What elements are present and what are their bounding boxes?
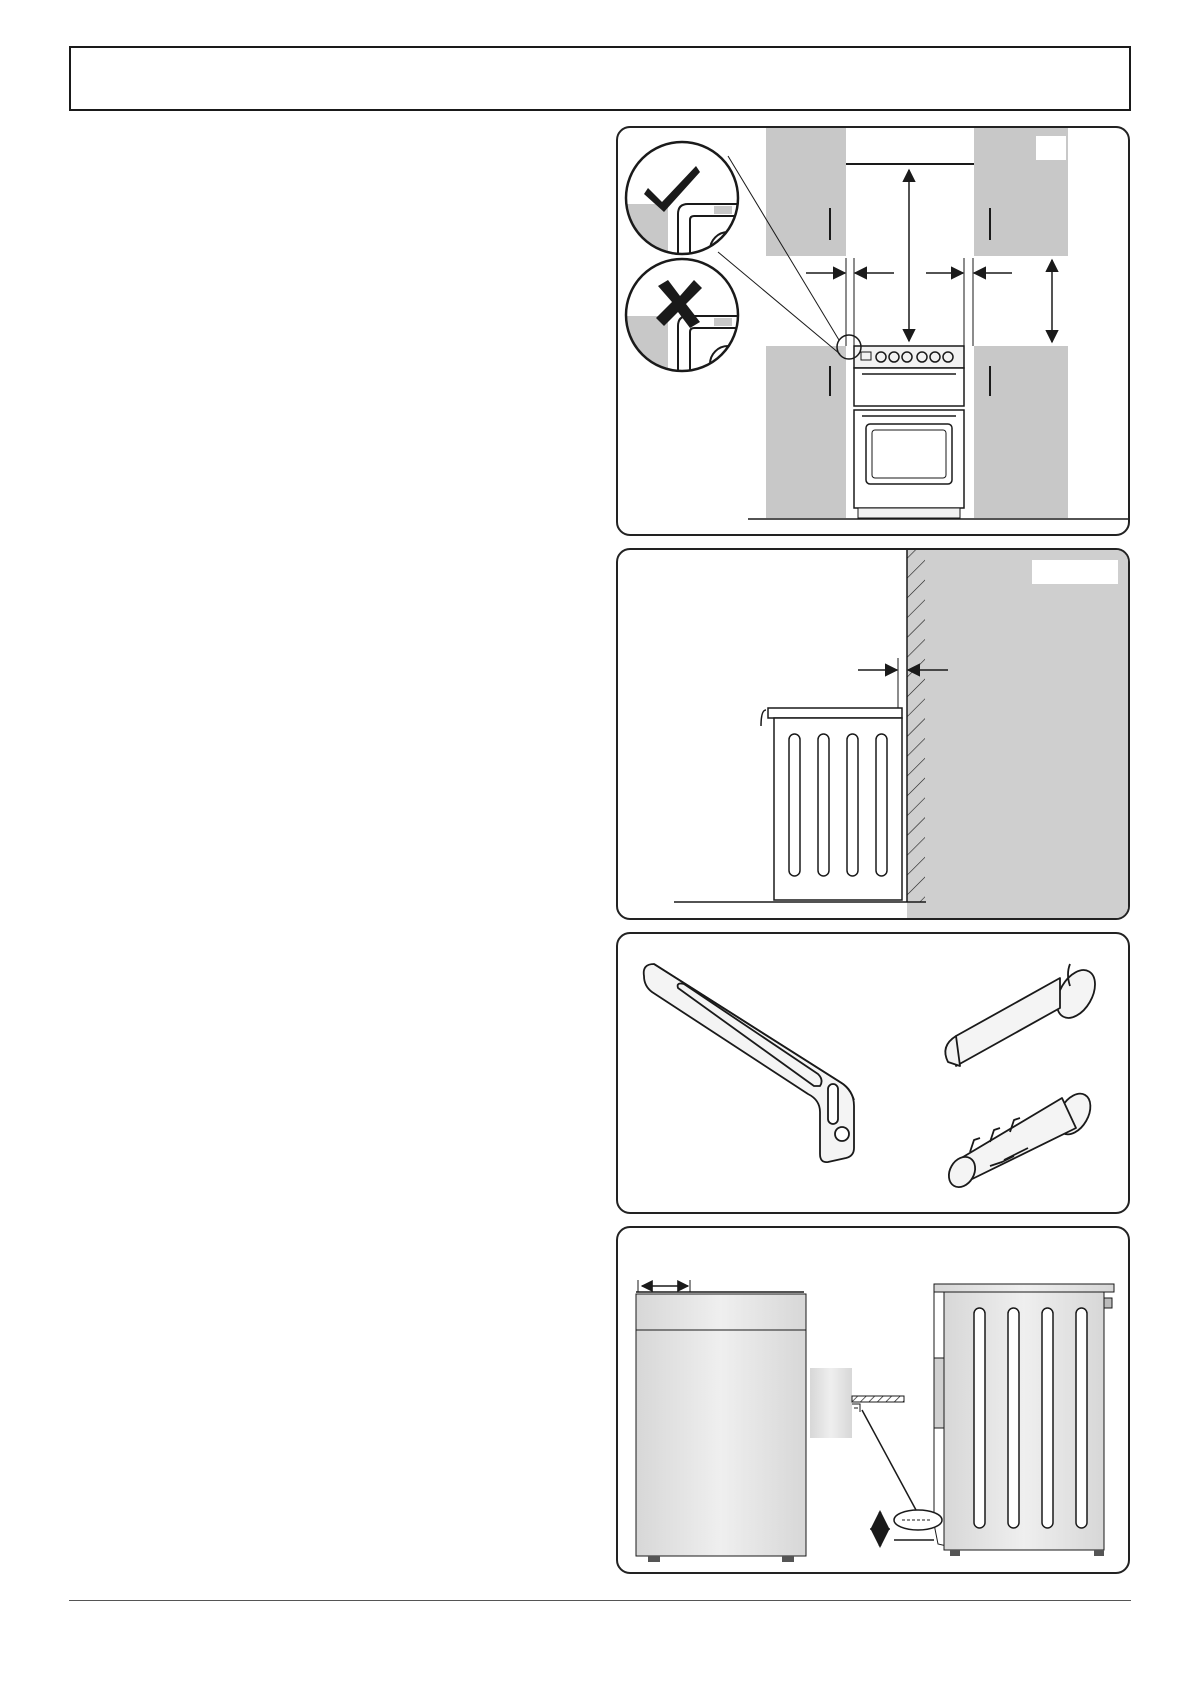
wall-section: [810, 1368, 852, 1438]
footer-rule: [69, 1600, 1131, 1601]
stability-bracket: [644, 964, 854, 1162]
cabinet-clearances-diagram: [618, 128, 1130, 536]
base-cabinet-right: [974, 346, 1068, 518]
screw: [945, 963, 1103, 1066]
cooker-side-view: [934, 1284, 1114, 1556]
levelling-diagram: [618, 1228, 1130, 1574]
wall: [907, 550, 1130, 920]
wall-plug: [944, 1088, 1098, 1192]
wall-cabinet-left: [766, 128, 846, 256]
base-cabinet-left: [766, 346, 846, 518]
bracket-in-wall: [852, 1396, 904, 1402]
figure-stability-bracket-parts: [616, 932, 1130, 1214]
cooker-side-view: [761, 708, 902, 900]
cooker-front-view: [854, 346, 964, 518]
bracket-parts-diagram: [618, 934, 1130, 1214]
page-header-box: [69, 46, 1131, 111]
rear-wall-clearance-diagram: [618, 550, 1130, 920]
figure-rear-wall-clearance: [616, 548, 1130, 920]
figure-levelling-and-bracket-fitting: [616, 1226, 1130, 1574]
cooker-front-panel: [636, 1280, 806, 1562]
figure-cabinet-clearances: [616, 126, 1130, 536]
